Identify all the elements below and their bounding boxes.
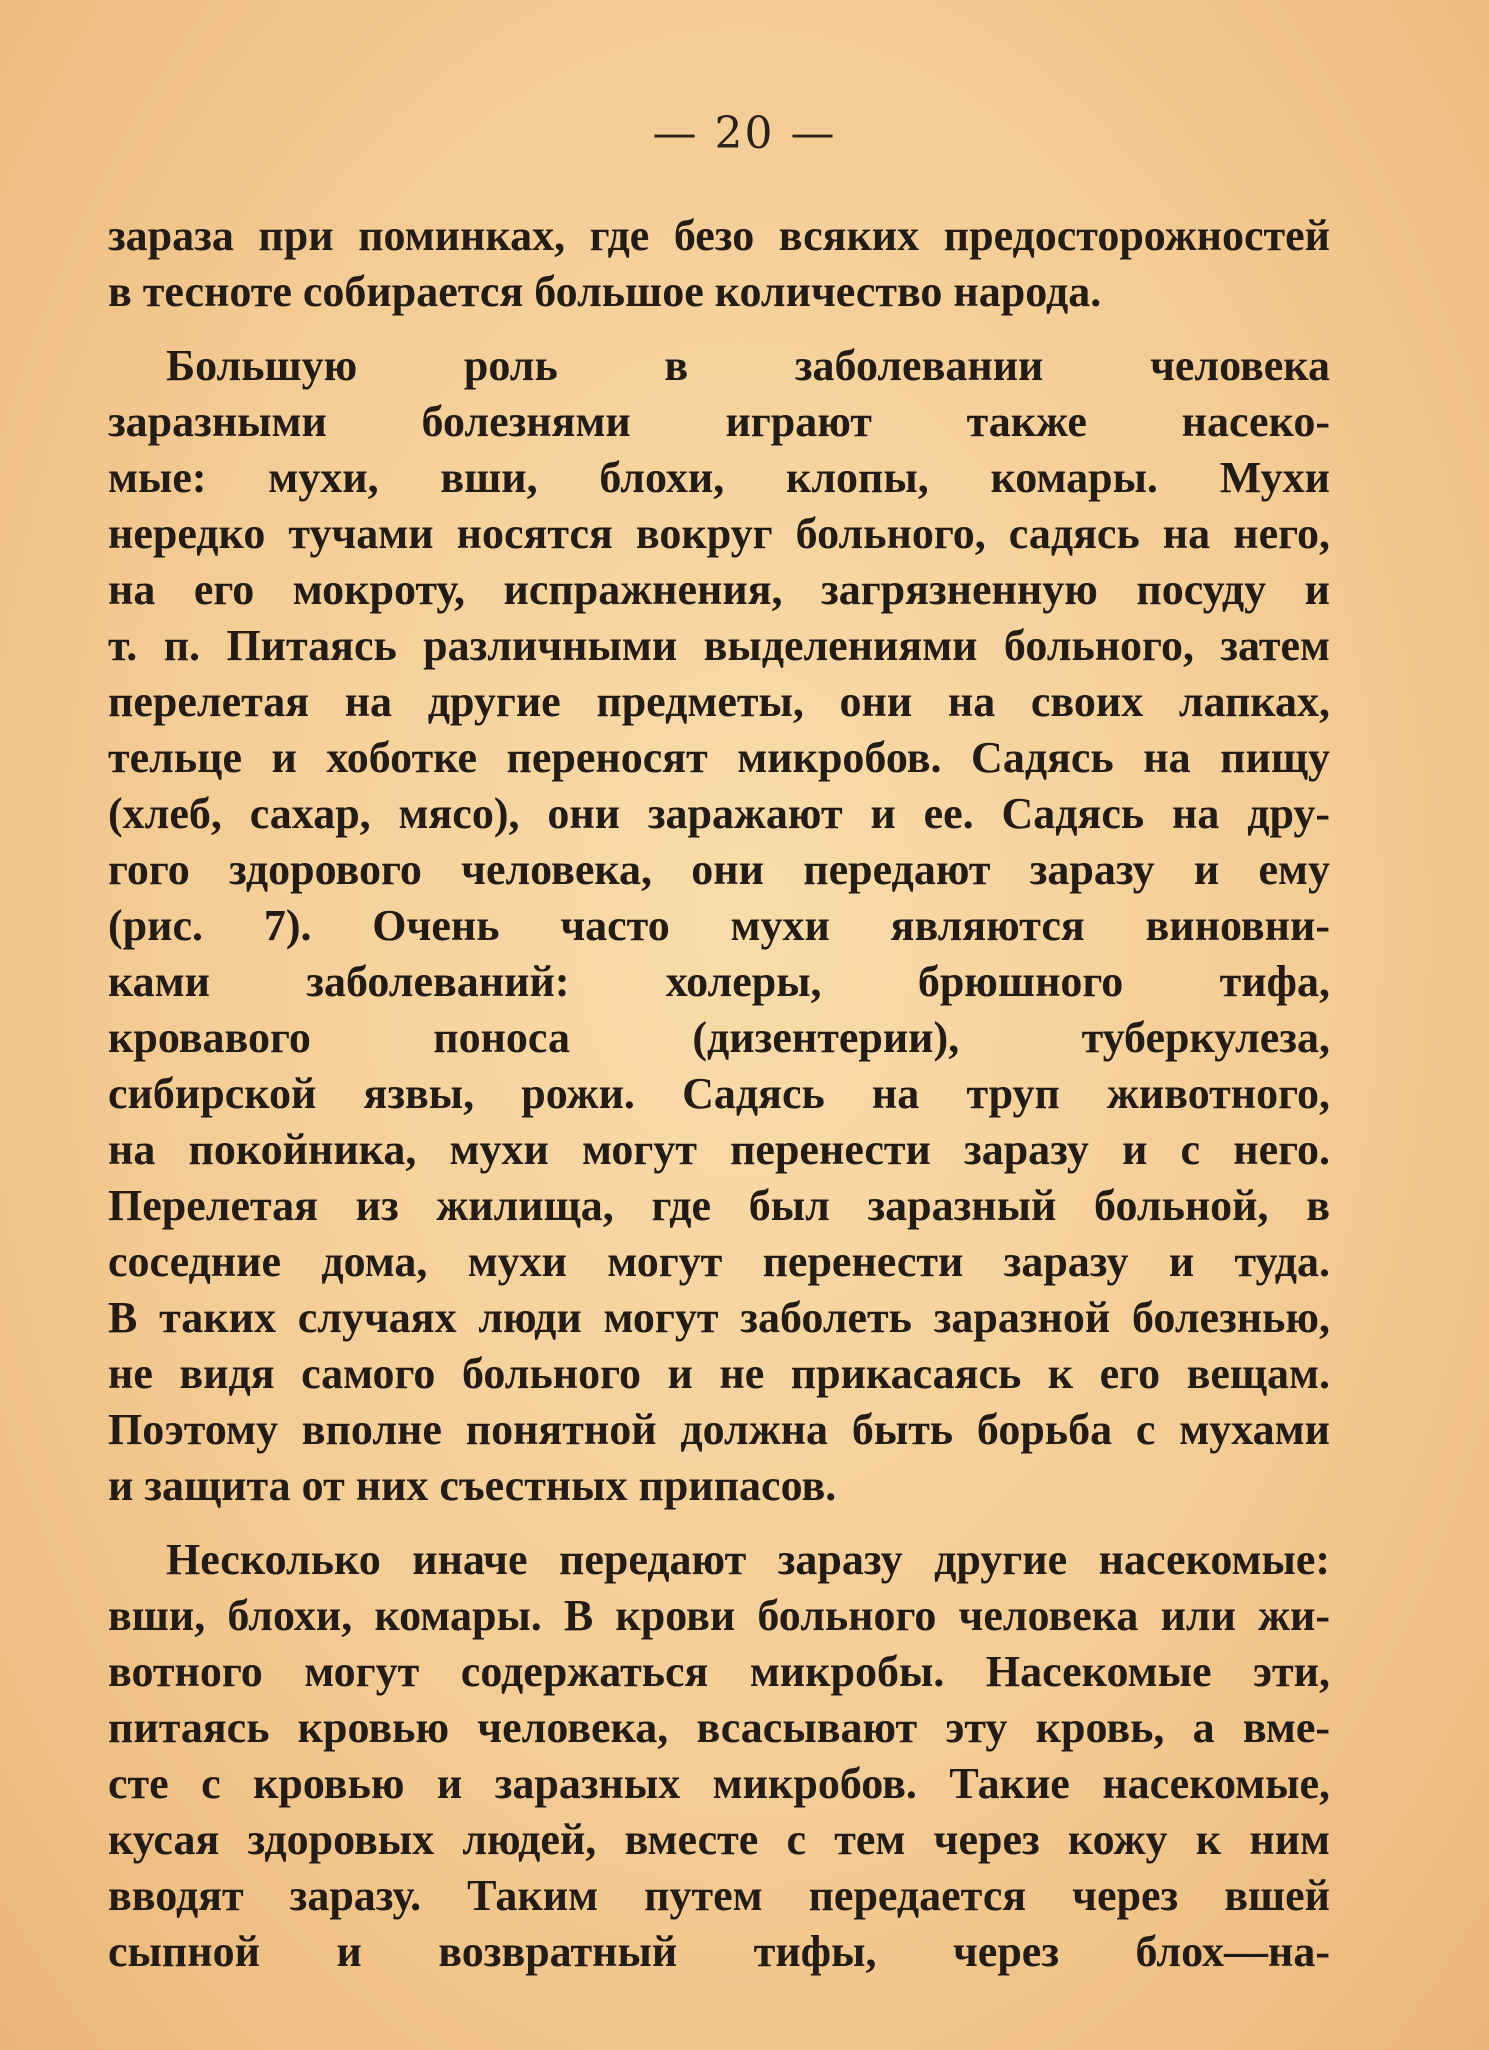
text-line: сте с кровью и заразных микробов. Такие насекомые,: [108, 1759, 1330, 1808]
text-line: В таких случаях люди могут заболеть заразной болезнью,: [108, 1293, 1330, 1342]
text-line: вотного могут содержаться микробы. Насекомые эти,: [108, 1647, 1330, 1696]
text-line: перелетая на другие предметы, они на своих лапках,: [108, 677, 1330, 726]
text-line: кровавого поноса (дизентерии), туберкулеза,: [108, 1013, 1330, 1062]
text-line: Поэтому вполне понятной должна быть борьба с мухами: [108, 1405, 1330, 1454]
text-line: Перелетая из жилища, где был заразный больной, в: [108, 1181, 1330, 1230]
text-line: питаясь кровью человека, всасывают эту кровь, а вме-: [108, 1703, 1330, 1752]
text-line: гого здорового человека, они передают заразу и ему: [108, 845, 1330, 894]
text-line: вводят заразу. Таким путем передается через вшей: [108, 1871, 1330, 1920]
text-line: тельце и хоботке переносят микробов. Садясь на пищу: [108, 733, 1330, 782]
text-line: и защита от них съестных припасов.: [108, 1461, 837, 1510]
text-line: Большую роль в заболевании человека: [166, 341, 1330, 390]
text-line: не видя самого больного и не прикасаясь к его вещам.: [108, 1349, 1330, 1398]
paragraph-1: [108, 208, 1330, 320]
paragraph-3: [108, 1532, 1330, 1980]
text-line: сыпной и возвратный тифы, через блох—на-: [108, 1927, 1330, 1976]
text-line: вши, блохи, комары. В крови больного человека или жи-: [108, 1591, 1330, 1640]
text-line: т. п. Питаясь различными выделениями больного, затем: [108, 621, 1330, 670]
text-line: нередко тучами носятся вокруг больного, садясь на него,: [108, 509, 1330, 558]
text-line: кусая здоровых людей, вместе с тем через кожу к ним: [108, 1815, 1330, 1864]
text-line: на его мокроту, испражнения, загрязненную посуду и: [108, 565, 1330, 614]
body-text: [108, 208, 1330, 1980]
text-line: зараза при поминках, где безо всяких предосторожностей: [108, 211, 1330, 260]
text-line: (хлеб, сахар, мясо), они заражают и ее. Садясь на дру-: [108, 789, 1330, 838]
paragraph-2: [108, 338, 1330, 1514]
text-line: соседние дома, мухи могут перенести заразу и туда.: [108, 1237, 1330, 1286]
text-line: заразными болезнями играют также насеко-: [108, 397, 1330, 446]
text-line: сибирской язвы, рожи. Садясь на труп животного,: [108, 1069, 1330, 1118]
text-line: в тесноте собирается большое количество народа.: [108, 267, 1102, 316]
text-line: на покойника, мухи могут перенести заразу и с него.: [108, 1125, 1330, 1174]
text-line: Несколько иначе передают заразу другие насекомые:: [166, 1535, 1330, 1584]
page-number: — 20 —: [652, 108, 837, 159]
text-line: мые: мухи, вши, блохи, клопы, комары. Мухи: [108, 453, 1330, 502]
text-line: ками заболеваний: холеры, брюшного тифа,: [108, 957, 1330, 1006]
text-line: (рис. 7). Очень часто мухи являются виновни-: [108, 901, 1330, 950]
